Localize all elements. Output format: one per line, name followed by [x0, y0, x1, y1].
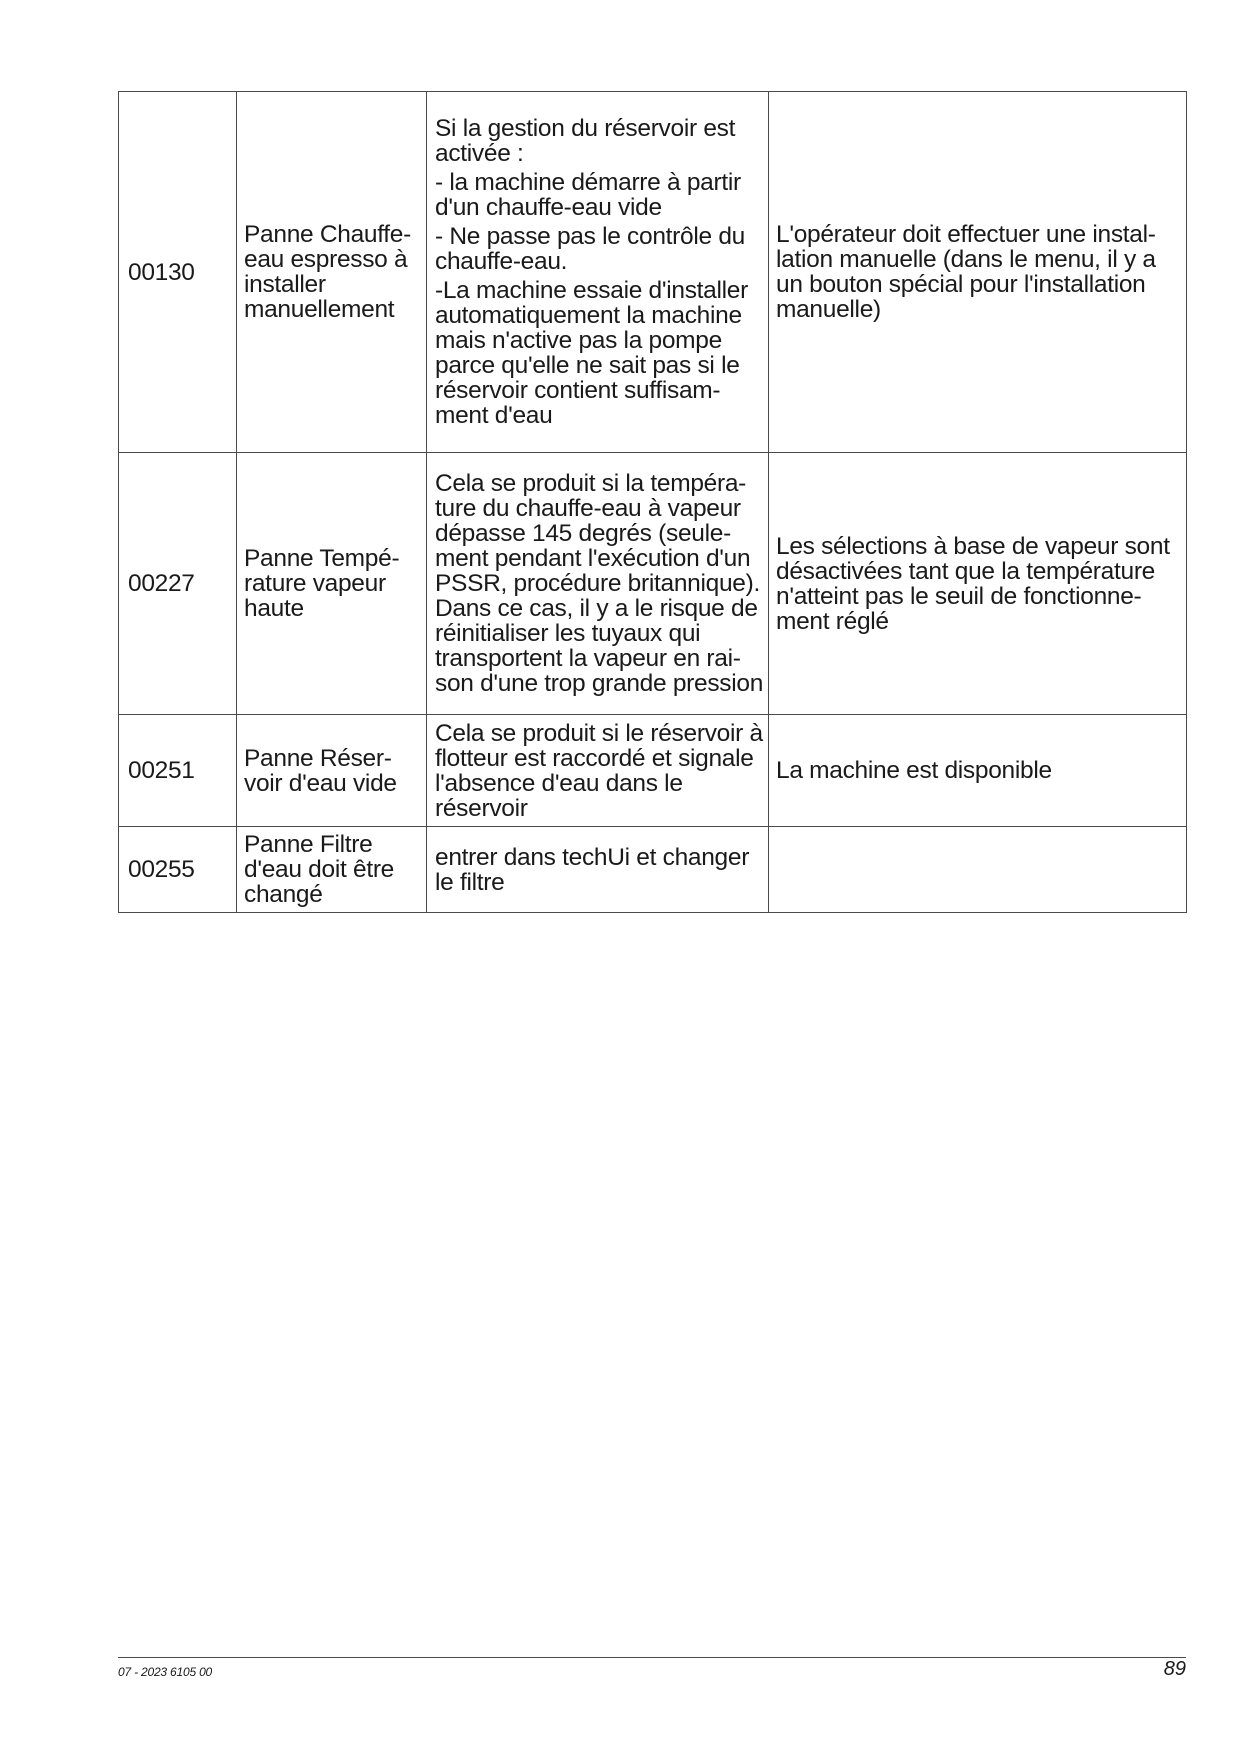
fault-name: Panne Réser-voir d'eau vide: [237, 715, 427, 827]
table-row: [119, 453, 1187, 715]
fault-description: [427, 827, 769, 913]
description-line: Cela se produit si le réservoir à flotteur est raccordé et signale l'absence d'eau dans le réservoir: [435, 719, 763, 822]
fault-code: 00130: [119, 92, 237, 453]
table-row: [119, 715, 1187, 827]
table-row: [119, 827, 1187, 913]
fault-action: L'opérateur doit effectuer une instal-lation manuelle (dans le menu, il y a un bouton spécial pour l'installation manuelle): [769, 92, 1187, 453]
fault-name: Panne Chauffe-eau espresso à installer manuellement: [237, 92, 427, 453]
fault-action: [769, 827, 1187, 913]
fault-name: Panne Filtre d'eau doit être changé: [237, 827, 427, 913]
description-line: Si la gestion du réservoir est activée :: [435, 115, 736, 167]
fault-table: [118, 91, 1187, 913]
fault-action: Les sélections à base de vapeur sont désactivées tant que la température n'atteint pas le seuil de fonctionne-ment réglé: [769, 453, 1187, 715]
fault-description: [427, 453, 769, 715]
fault-action: La machine est disponible: [769, 715, 1187, 827]
description-line: Cela se produit si la tempéra-ture du chauffe-eau à vapeur dépasse 145 degrés (seule-ment pendant l'exécution d'un PSSR, procédure britannique). Dans ce cas, il y a le risque de réinitialiser les tuyaux qui transportent la vapeur en rai-son d'une trop grande pression: [435, 470, 764, 697]
fault-description: [427, 92, 769, 453]
fault-name: Panne Tempé-rature vapeur haute: [237, 453, 427, 715]
description-line: -La machine essaie d'installer automatiquement la machine mais n'active pas la pompe parce qu'elle ne sait pas si le réservoir contient suffisam-ment d'eau: [435, 277, 748, 429]
description-line: entrer dans techUi et changer le filtre: [435, 843, 750, 896]
fault-description: [427, 715, 769, 827]
document-reference: 07 - 2023 6105 00: [118, 1665, 213, 1679]
footer-divider: [118, 1657, 1186, 1658]
description-line: - la machine démarre à partir d'un chauffe-eau vide: [435, 169, 741, 221]
fault-code: 00255: [119, 827, 237, 913]
fault-code: 00251: [119, 715, 237, 827]
description-line: - Ne passe pas le contrôle du chauffe-eau.: [435, 223, 745, 275]
page-number: 89: [1163, 1658, 1186, 1680]
table-row: [119, 92, 1187, 453]
fault-code: 00227: [119, 453, 237, 715]
